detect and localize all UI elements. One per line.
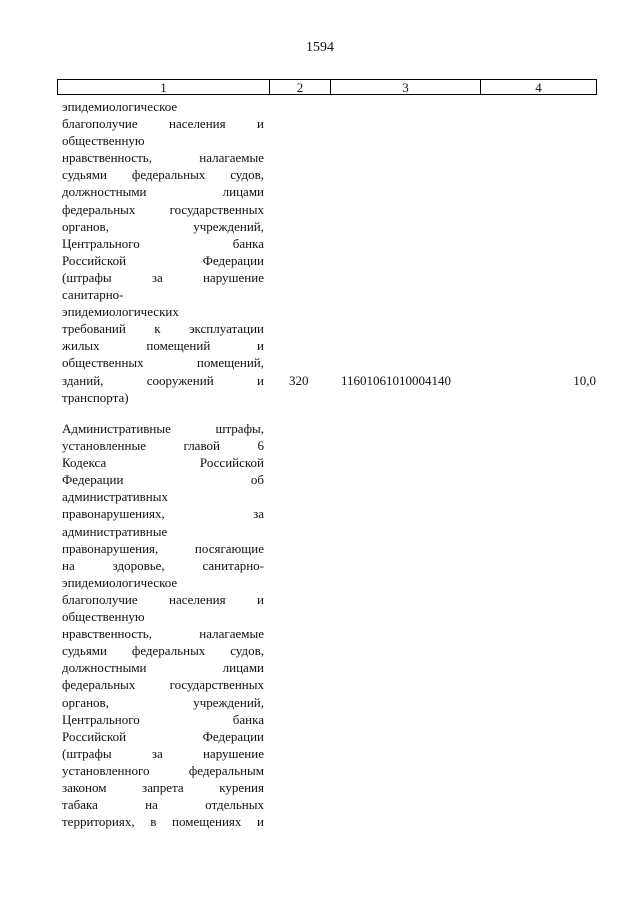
description-line: административные bbox=[62, 523, 168, 539]
row-1-description bbox=[62, 98, 264, 406]
table-header-row bbox=[57, 79, 597, 95]
row-1-admin-code: 320 bbox=[289, 373, 309, 388]
description-line: (штрафы за нарушение bbox=[62, 745, 264, 761]
description-line: эпидемиологическое bbox=[62, 99, 178, 114]
description-line: правонарушения, посягающие bbox=[62, 540, 264, 556]
description-line: на здоровье, санитарно- bbox=[62, 557, 264, 573]
row-2-description bbox=[62, 420, 264, 830]
description-line: установленные главой 6 bbox=[62, 438, 264, 454]
description-line: нравственность, налагаемые bbox=[62, 150, 264, 166]
description-line: санитарно- bbox=[62, 287, 124, 303]
description-line: (штрафы за нарушение bbox=[62, 269, 264, 285]
description-line: благополучие населения и bbox=[62, 116, 264, 132]
description-line: нравственность, налагаемые bbox=[62, 626, 264, 642]
description-line: табака на отдельных bbox=[62, 797, 264, 813]
description-line: органов, учреждений, bbox=[62, 694, 264, 710]
description-line: благополучие населения и bbox=[62, 591, 264, 607]
description-line: Центрального банка bbox=[62, 711, 264, 727]
description-line: судьями федеральных судов, bbox=[62, 167, 264, 183]
table-header-col-1: 1 bbox=[58, 80, 270, 94]
description-line: судьями федеральных судов, bbox=[62, 643, 264, 659]
description-line: должностными лицами bbox=[62, 660, 264, 676]
row-1-norm-value: 10,0 bbox=[573, 373, 596, 388]
description-line: органов, учреждений, bbox=[62, 218, 264, 234]
description-line: общественную bbox=[62, 609, 145, 625]
description-line: общественную bbox=[62, 133, 145, 149]
description-line: Российской Федерации bbox=[62, 728, 264, 744]
description-line: законом запрета курения bbox=[62, 779, 264, 795]
description-line: правонарушениях, за bbox=[62, 506, 264, 522]
description-line: федеральных государственных bbox=[62, 677, 264, 693]
description-line: установленного федеральным bbox=[62, 762, 264, 778]
description-line: жилых помещений и bbox=[62, 338, 264, 354]
description-line: транспорта) bbox=[62, 389, 129, 405]
description-line: административных bbox=[62, 489, 168, 505]
description-line: эпидемиологических bbox=[62, 304, 179, 320]
table-header-col-4: 4 bbox=[535, 80, 542, 95]
table-header-col-2: 2 bbox=[270, 80, 331, 94]
description-line: требований к эксплуатации bbox=[62, 321, 264, 337]
description-line: Административные штрафы, bbox=[62, 421, 264, 436]
description-line: Федерации об bbox=[62, 472, 264, 488]
description-line: зданий, сооружений и bbox=[62, 372, 264, 388]
description-line: эпидемиологическое bbox=[62, 574, 178, 590]
description-line: Кодекса Российской bbox=[62, 455, 264, 471]
page-number: 1594 bbox=[306, 40, 334, 55]
table-header-col-3: 3 bbox=[331, 80, 481, 94]
description-line: территориях, в помещениях и bbox=[62, 814, 264, 830]
description-line: Российской Федерации bbox=[62, 252, 264, 268]
description-line: общественных помещений, bbox=[62, 355, 264, 371]
description-line: федеральных государственных bbox=[62, 201, 264, 217]
description-line: Центрального банка bbox=[62, 235, 264, 251]
description-line: должностными лицами bbox=[62, 184, 264, 200]
row-1-budget-code: 11601061010004140 bbox=[341, 373, 452, 388]
